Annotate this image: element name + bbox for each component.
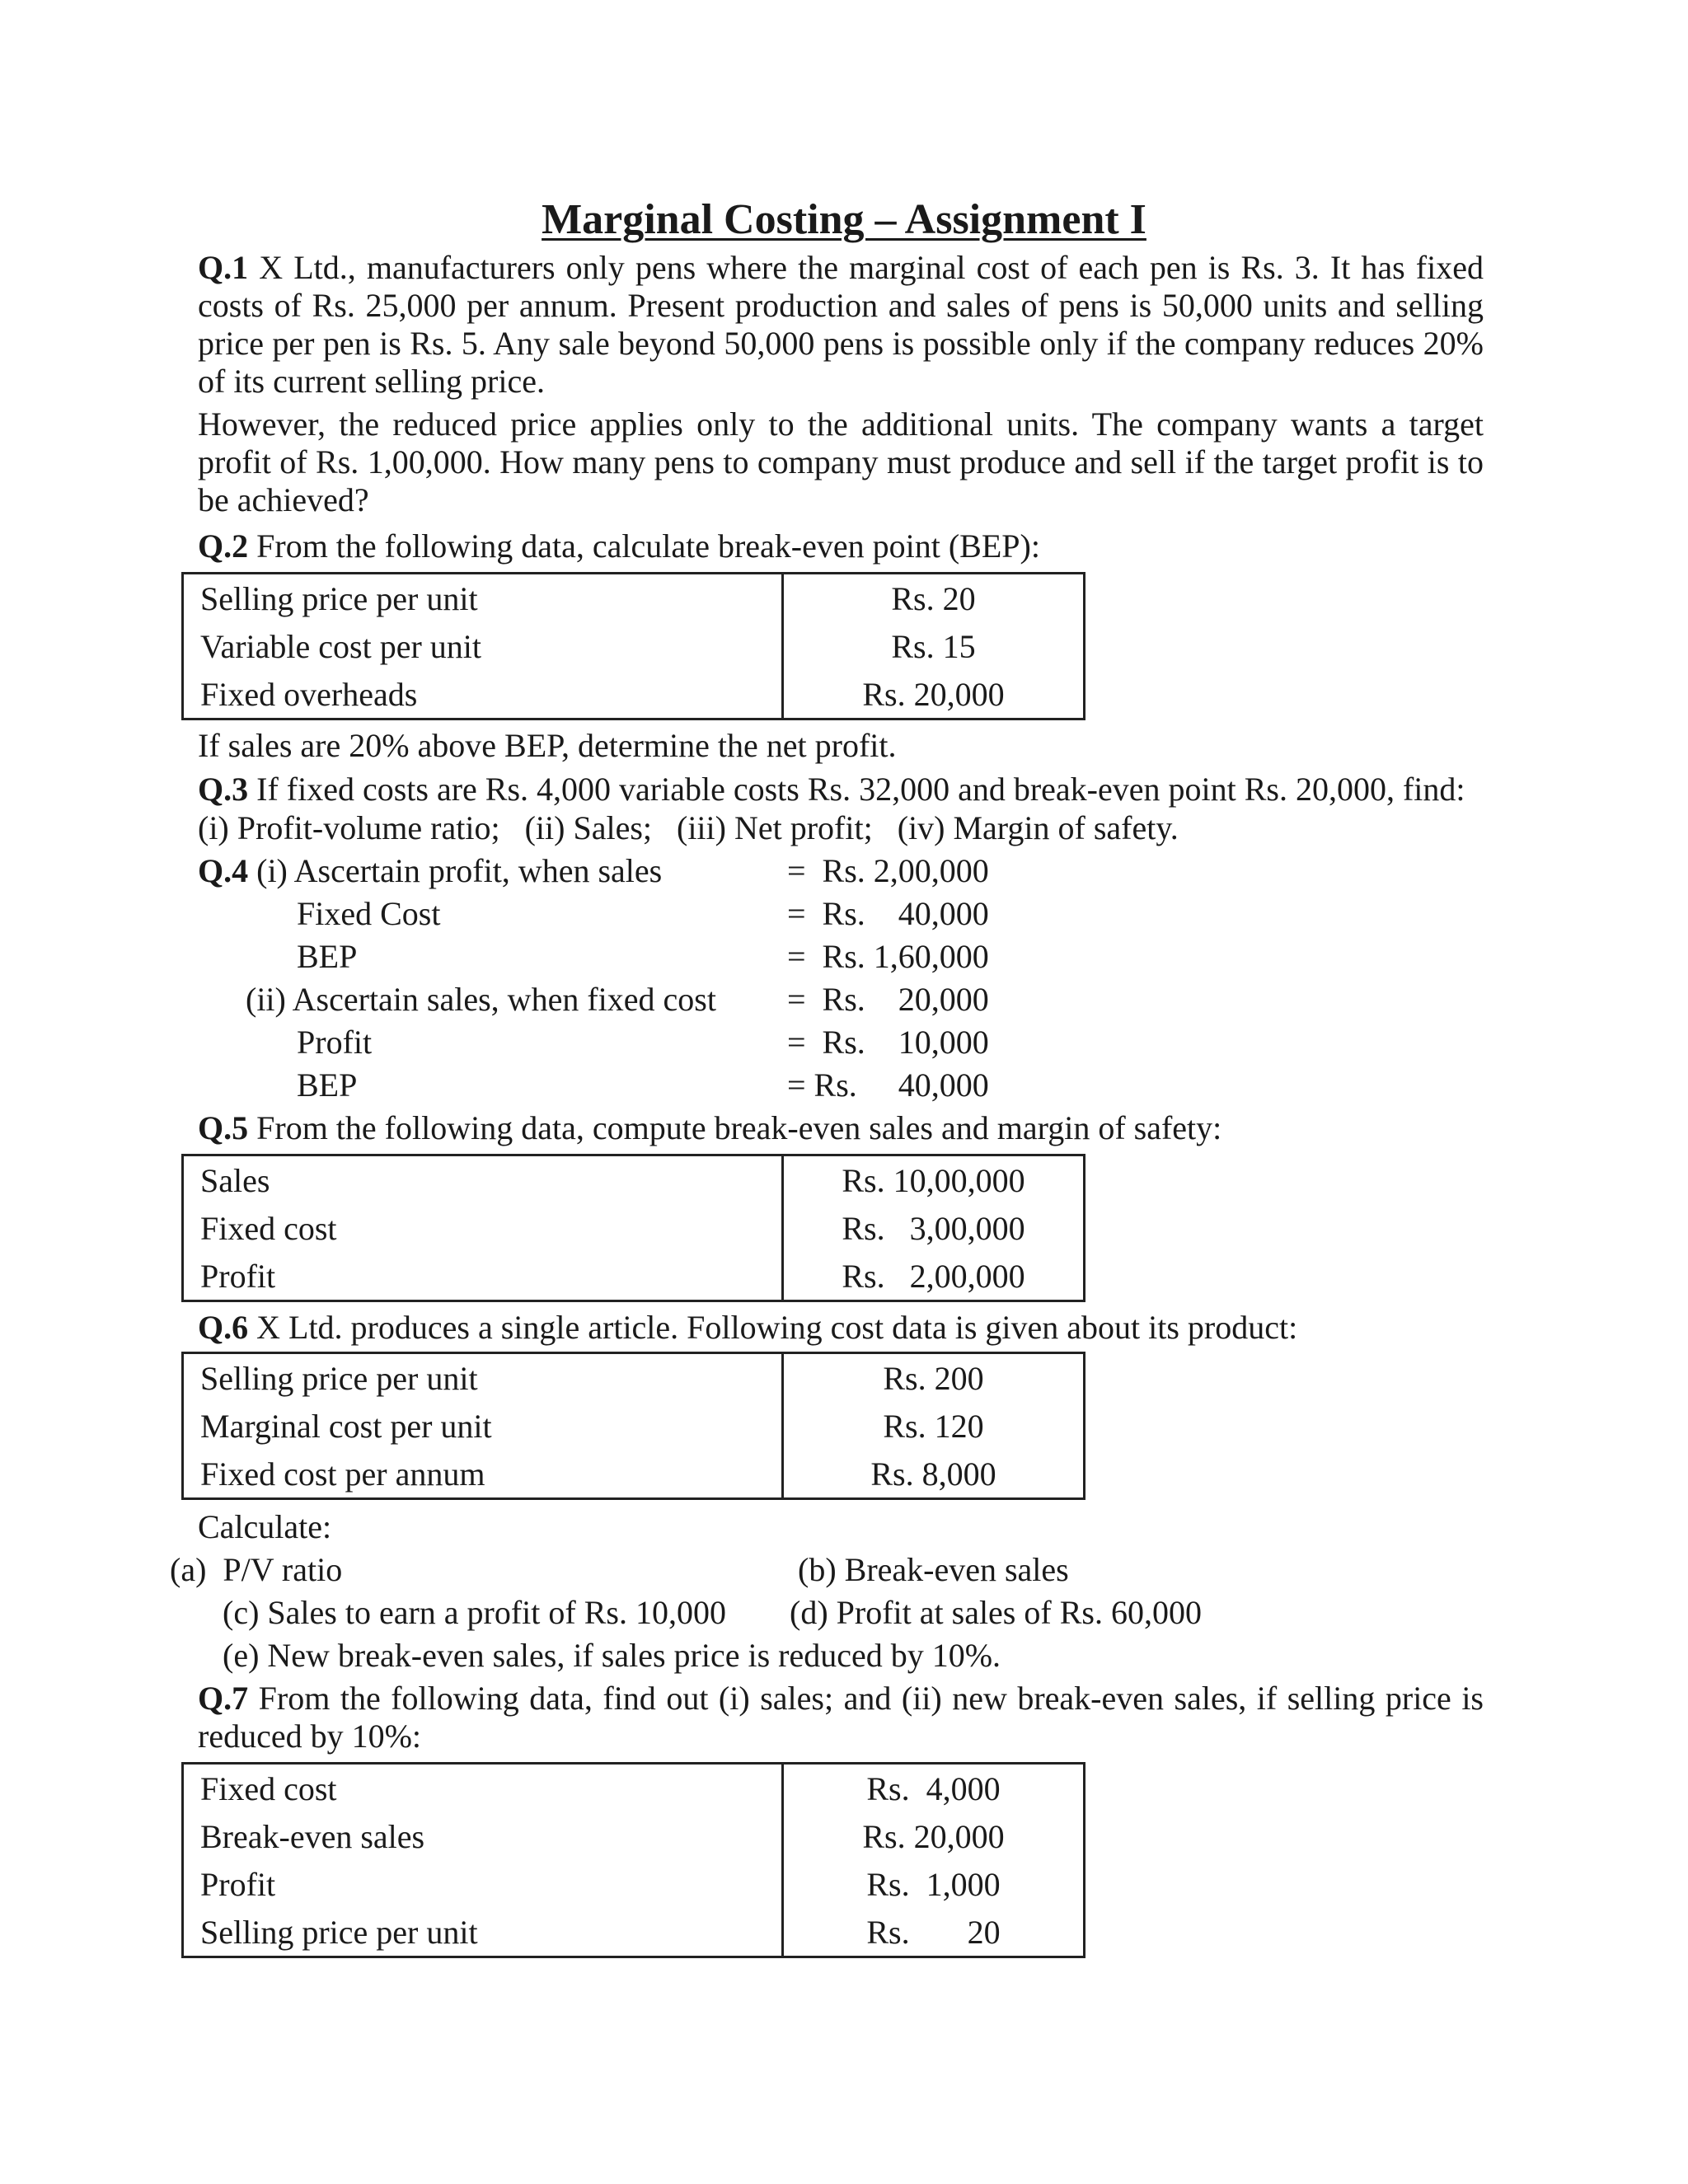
- row-value: Rs. 20: [866, 1913, 1001, 1951]
- q4-label: Profit: [297, 1024, 373, 1061]
- q4-value: = Rs. 2,00,000: [787, 852, 989, 889]
- q6-calculate-label: Calculate:: [198, 1508, 332, 1545]
- q2-number: Q.2: [198, 527, 249, 565]
- q4-value: = Rs. 1,60,000: [787, 938, 989, 975]
- q7-question: [198, 1680, 1484, 1755]
- q4-label: Fixed Cost: [297, 895, 441, 932]
- q1-number: Q.1: [198, 249, 249, 286]
- row-value: Rs. 3,00,000: [842, 1209, 1025, 1247]
- q7-text: From the following data, find out (i) sales; and (ii) new break-even sales, if selling price is reduced by 10%:: [198, 1680, 1484, 1755]
- row-label: Fixed cost: [183, 1204, 783, 1252]
- row-label: Fixed overheads: [183, 670, 783, 719]
- row-label: Fixed cost: [183, 1764, 783, 1813]
- q6-part-d: (d) Profit at sales of Rs. 60,000: [790, 1594, 1202, 1631]
- q5-question: [198, 1109, 1221, 1147]
- table-row: [183, 1204, 1085, 1252]
- q6-part-b: (b) Break-even sales: [798, 1551, 1069, 1588]
- row-label: Variable cost per unit: [183, 622, 783, 670]
- row-value: Rs. 8,000: [870, 1455, 996, 1493]
- row-label: Selling price per unit: [183, 1908, 783, 1957]
- table-row: [183, 1908, 1085, 1957]
- table-row: [183, 1860, 1085, 1908]
- table-row: [183, 670, 1085, 719]
- row-value: Rs. 2,00,000: [842, 1257, 1025, 1295]
- q3-number: Q.3: [198, 771, 249, 808]
- q2-text: From the following data, calculate break-even point (BEP):: [256, 527, 1040, 565]
- q4-label: (i) Ascertain profit, when sales: [256, 852, 663, 889]
- q3-line-2: (i) Profit-volume ratio; (ii) Sales; (iii) Net profit; (iv) Margin of safety.: [198, 809, 1179, 846]
- q6-part-a: (a) P/V ratio: [170, 1551, 343, 1588]
- q2-question: [198, 527, 1040, 565]
- row-label: Selling price per unit: [183, 574, 783, 623]
- q6-data-table: [181, 1352, 1085, 1500]
- q6-question: [198, 1309, 1297, 1347]
- row-value: Rs. 120: [883, 1407, 984, 1445]
- q4-number: Q.4: [198, 852, 249, 889]
- row-value: Rs. 20: [891, 579, 976, 617]
- q3-text-1: If fixed costs are Rs. 4,000 variable costs Rs. 32,000 and break-even point Rs. 20,000, find:: [256, 771, 1465, 808]
- row-value: Rs. 20,000: [862, 675, 1005, 713]
- q4-label: BEP: [297, 1066, 358, 1104]
- q4-value: = Rs. 40,000: [787, 1066, 989, 1104]
- q4-value: = Rs. 10,000: [787, 1024, 989, 1061]
- row-value: Rs. 1,000: [866, 1865, 1001, 1903]
- row-label: Marginal cost per unit: [183, 1402, 783, 1450]
- q3-line-1: [198, 771, 1465, 808]
- q5-number: Q.5: [198, 1109, 249, 1146]
- row-value: Rs. 200: [883, 1359, 984, 1397]
- row-label: Profit: [183, 1252, 783, 1301]
- table-row: [183, 1402, 1085, 1450]
- table-row: [183, 622, 1085, 670]
- row-value: Rs. 4,000: [866, 1769, 1001, 1807]
- q7-data-table: [181, 1762, 1085, 1958]
- row-label: Break-even sales: [183, 1812, 783, 1860]
- q6-text: X Ltd. produces a single article. Following cost data is given about its product:: [256, 1309, 1298, 1346]
- page-title: Marginal Costing – Assignment I: [542, 196, 1146, 243]
- q1-text-2: However, the reduced price applies only to the additional units. The company wants a target profit of Rs. 1,00,000. How many pens to company must produce and sell if the target profit is to be achieved?: [198, 405, 1484, 518]
- q4-value: = Rs. 20,000: [787, 981, 989, 1018]
- q2-data-table: [181, 572, 1085, 720]
- table-row: [183, 1450, 1085, 1499]
- q7-number: Q.7: [198, 1680, 249, 1717]
- q4-value: = Rs. 40,000: [787, 895, 989, 932]
- q4-label: (ii) Ascertain sales, when fixed cost: [246, 981, 716, 1018]
- q1-paragraph-2: [198, 405, 1484, 519]
- q6-part-e: (e) New break-even sales, if sales price is reduced by 10%.: [223, 1637, 1001, 1674]
- q2-after-text: If sales are 20% above BEP, determine the net profit.: [198, 727, 897, 764]
- row-label: Profit: [183, 1860, 783, 1908]
- table-row: [183, 1764, 1085, 1813]
- q4-label: BEP: [297, 938, 358, 975]
- table-row: [183, 1252, 1085, 1301]
- row-label: Selling price per unit: [183, 1353, 783, 1403]
- row-label: Sales: [183, 1155, 783, 1205]
- q6-part-c: (c) Sales to earn a profit of Rs. 10,000: [223, 1594, 726, 1631]
- row-value: Rs. 10,00,000: [842, 1161, 1025, 1199]
- table-row: [183, 1155, 1085, 1205]
- q6-number: Q.6: [198, 1309, 249, 1346]
- row-label: Fixed cost per annum: [183, 1450, 783, 1499]
- q5-data-table: [181, 1154, 1085, 1302]
- table-row: [183, 1353, 1085, 1403]
- row-value: Rs. 20,000: [862, 1817, 1005, 1855]
- q1-text-1: X Ltd., manufacturers only pens where the marginal cost of each pen is Rs. 3. It has fixed costs of Rs. 25,000 per annum. Present production and sales of pens is 50,000 units and selling price per pen is Rs. 5. Any sale beyond 50,000 pens is possible only if the company reduces 20% of its current selling price.: [198, 249, 1484, 400]
- q5-text: From the following data, compute break-even sales and margin of safety:: [256, 1109, 1222, 1146]
- q1-paragraph-1: [198, 249, 1484, 401]
- row-value: Rs. 15: [891, 627, 976, 665]
- q4-line-1: [198, 852, 662, 890]
- table-row: [183, 1812, 1085, 1860]
- table-row: [183, 574, 1085, 623]
